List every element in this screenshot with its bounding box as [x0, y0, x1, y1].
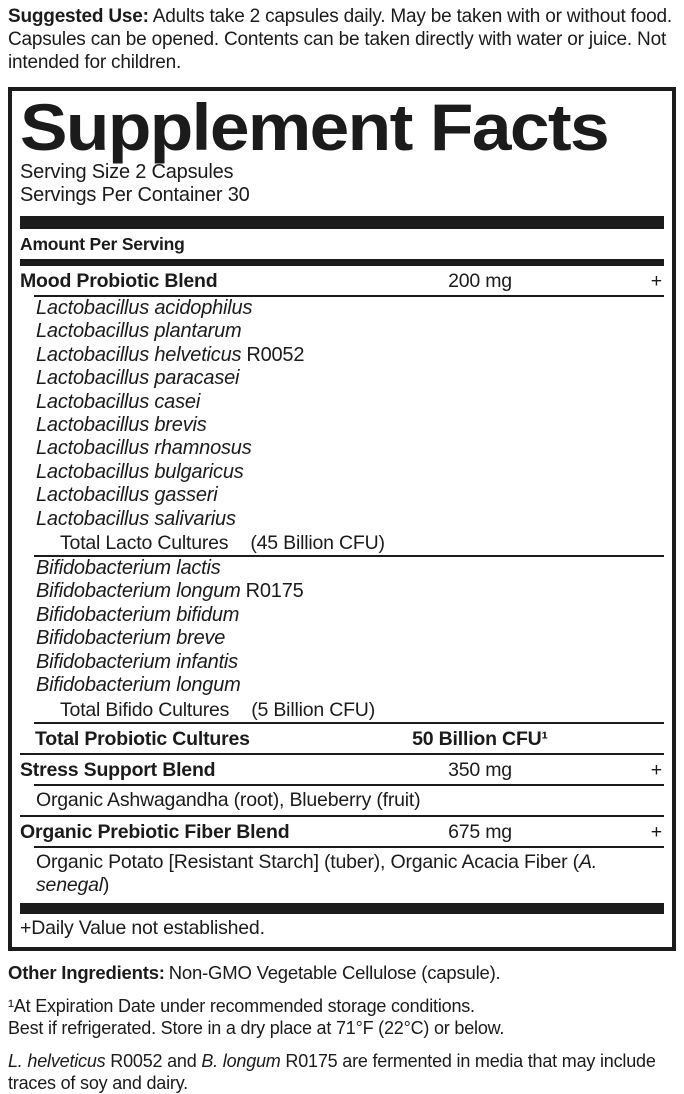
blend-amount: 200 mg [448, 270, 512, 292]
species-row: Bifidobacterium bifidum [36, 603, 240, 626]
species-row: Bifidobacterium breve [36, 627, 226, 650]
species-row: Bifidobacterium longum [36, 674, 241, 697]
divider-medium-bar [20, 259, 664, 266]
blend-name: Organic Prebiotic Fiber Blend [20, 820, 290, 843]
total-bifido-label: Total Bifido Cultures [60, 698, 230, 721]
total-lacto-row [20, 531, 664, 555]
daily-value-symbol: + [650, 758, 662, 781]
amount-per-serving-label: Amount Per Serving [20, 234, 185, 254]
suggested-use-label: Suggested Use: [8, 6, 149, 27]
species-row: Lactobacillus brevis [36, 414, 207, 437]
blend-row-mood [20, 266, 664, 295]
species-row: Lactobacillus acidophilus [36, 297, 253, 319]
blend-row-stress [20, 755, 664, 784]
blend-row-fiber [20, 817, 664, 846]
total-lacto-label: Total Lacto Cultures [60, 532, 229, 555]
suggested-use-text: Adults take 2 capsules daily. May be taken with or without food. Capsules can be opened. Contents can be taken directly with water or juice. Not intended for children. [8, 6, 672, 73]
daily-value-symbol: + [650, 820, 662, 843]
species-row: Bifidobacterium lactis [36, 557, 221, 580]
other-ingredients [8, 962, 676, 984]
total-probiotic-row [20, 724, 664, 753]
serving-size: Serving Size 2 Capsules [20, 161, 234, 183]
other-ingredients-text: Non-GMO Vegetable Cellulose (capsule). [168, 961, 501, 983]
divider-bottom-bar [20, 903, 664, 914]
species-row: Lactobacillus helveticus R0052 [36, 343, 305, 366]
servings-per-container: Servings Per Container 30 [20, 184, 250, 206]
species-row: Lactobacillus casei [36, 390, 201, 413]
blend-name: Mood Probiotic Blend [20, 270, 218, 292]
species-row: Lactobacillus plantarum [36, 320, 242, 343]
species-row: Lactobacillus bulgaricus [36, 460, 244, 483]
total-bifido-value: (5 Billion CFU) [251, 698, 375, 721]
expiration-note: ¹At Expiration Date under recommended storage conditions. [8, 995, 475, 1016]
species-row: Bifidobacterium infantis [36, 650, 238, 673]
blend-amount: 675 mg [448, 820, 512, 843]
species-row: Bifidobacterium longum R0175 [36, 580, 304, 603]
panel-title: Supplement Facts [20, 90, 609, 164]
total-bifido-row [20, 698, 664, 722]
blend-name: Stress Support Blend [20, 758, 216, 781]
daily-value-note: +Daily Value not established. [20, 916, 265, 939]
total-probiotic-amount: 50 Billion CFU¹ [412, 727, 548, 750]
divider-thick-bar [20, 216, 664, 229]
species-row: Lactobacillus salivarius [36, 507, 236, 530]
storage-footnote [8, 995, 676, 1039]
blend-amount: 350 mg [448, 758, 512, 781]
daily-value-symbol: + [650, 270, 662, 292]
stress-ingredients: Organic Ashwagandha (root), Blueberry (fruit) [36, 788, 421, 811]
suggested-use [8, 5, 676, 74]
total-probiotic-label: Total Probiotic Cultures [35, 727, 250, 750]
storage-note: Best if refrigerated. Store in a dry place at 71°F (22°C) or below. [8, 1017, 505, 1038]
total-lacto-value: (45 Billion CFU) [250, 532, 385, 555]
fermentation-footnote: L. helveticus R0052 and B. longum R0175 are fermented in media that may include traces of soy and dairy. [8, 1050, 656, 1093]
species-row: Lactobacillus gasseri [36, 484, 218, 507]
fiber-ingredients: Organic Potato [Resistant Starch] (tuber), Organic Acacia Fiber (A. senegal) [36, 850, 598, 896]
supplement-facts-panel [8, 87, 676, 951]
other-ingredients-label: Other Ingredients: [8, 961, 165, 983]
species-row: Lactobacillus paracasei [36, 367, 240, 390]
supplement-label [0, 5, 684, 1093]
species-row: Lactobacillus rhamnosus [36, 437, 252, 460]
